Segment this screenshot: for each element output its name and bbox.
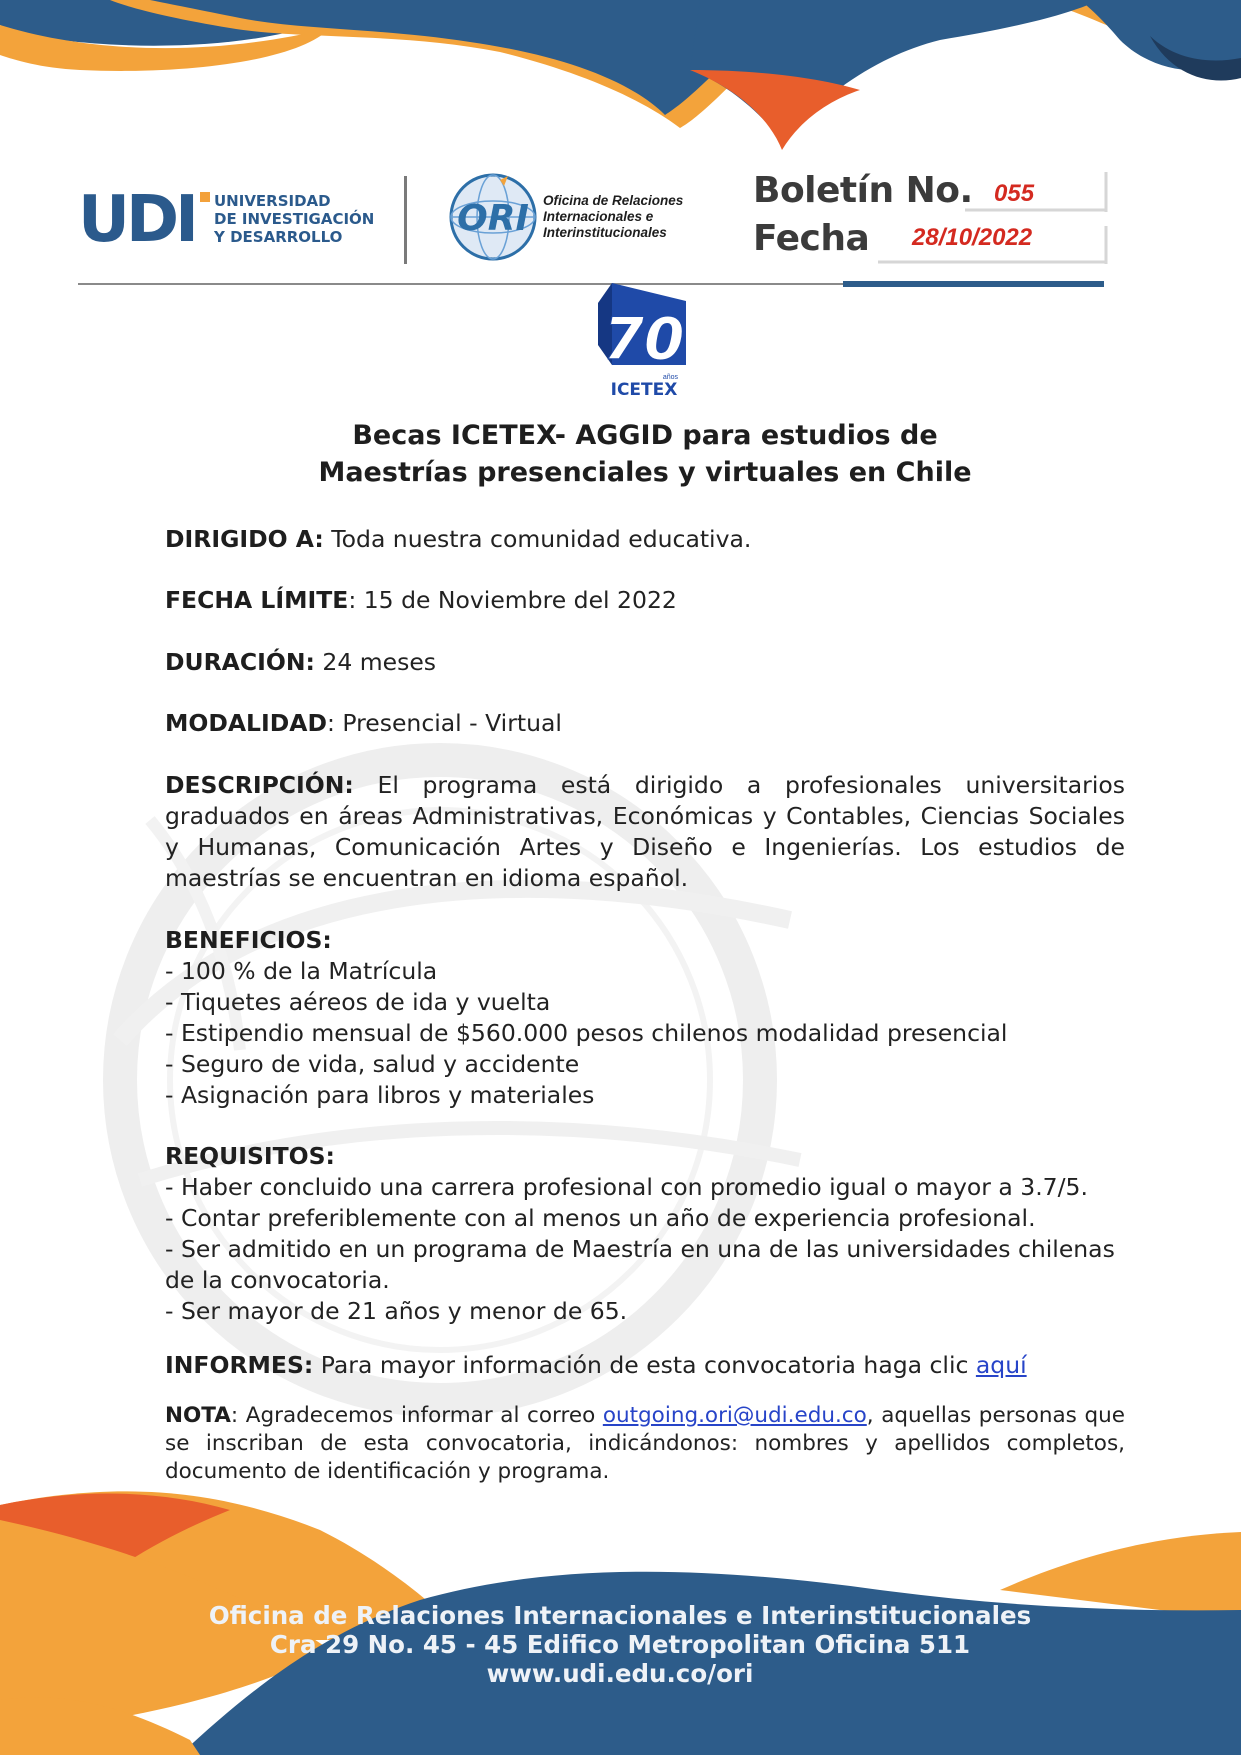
ori-logo-line-2: Internacionales e [543,209,654,224]
nota-value-before: : Agradecemos informar al correo [230,1403,603,1428]
icetex-logo-number: 70 [603,305,685,373]
nota-label: NOTA [165,1403,231,1428]
ori-logo-line-3: Interinstitucionales [543,225,667,240]
dirigido-value: Toda nuestra comunidad educativa. [323,525,752,553]
requisito-item: - Haber concluido una carrera profesional con promedio igual o mayor a 3.7/5. [165,1173,1088,1201]
beneficio-item: - Estipendio mensual de $560.000 pesos chilenos modalidad presencial [165,1019,1008,1047]
ori-logo-line-1: Oficina de Relaciones [543,193,684,208]
footer-office-name: Oficina de Relaciones Internacionales e Interinstitucionales [208,1601,1032,1630]
title-line-2: Maestrías presenciales y virtuales en Chile [318,457,972,488]
email-link[interactable]: outgoing.ori@udi.edu.co [602,1403,867,1428]
nota-value-after: , aquellas personas que se inscriban de esta convocatoria, indicándonos: nombres y apellidos completos, documento de identificación y programa. [165,1403,1125,1484]
footer-website: www.udi.edu.co/ori [486,1659,754,1688]
requisitos-label: REQUISITOS: [165,1142,335,1170]
udi-logo-mark: UDI [78,183,195,257]
udi-logo-line-1: UNIVERSIDAD [214,192,331,210]
title-line-1: Becas ICETEX- AGGID para estudios de [352,420,938,451]
icetex-logo-name: ICETEX [610,380,678,400]
requisito-item: - Ser mayor de 21 años y menor de 65. [165,1297,628,1325]
footer-contact [190,1601,1050,1688]
udi-logo-line-3: Y DESARROLLO [214,228,343,246]
descripcion-label: DESCRIPCIÓN: [165,771,354,799]
requisito-item: - Contar preferiblemente con al menos un año de experiencia profesional. [165,1204,1036,1232]
fecha-limite-value: : 15 de Noviembre del 2022 [348,586,677,614]
dirigido-label: DIRIGIDO A: [165,525,324,553]
informes-value: Para mayor información de esta convocatoria haga clic [313,1351,976,1379]
footer-address: Cra 29 No. 45 - 45 Edifico Metropolitan Oficina 511 [269,1630,971,1659]
beneficios-label: BENEFICIOS: [165,926,332,954]
requisito-item: - Ser admitido en un programa de Maestría en una de las universidades chilenas de la convocatoria. [165,1235,1115,1294]
udi-logo-line-2: DE INVESTIGACIÓN [214,210,375,228]
bulletin-date-value: 28/10/2022 [912,224,1033,251]
informes-label: INFORMES: [165,1351,314,1379]
bulletin-number-value: 055 [994,180,1035,207]
beneficio-item: - Tiquetes aéreos de ida y vuelta [165,988,551,1016]
svg-text:ORI: ORI [457,198,529,239]
icetex-logo-small-text: años [662,374,678,381]
beneficio-item: - Asignación para libros y materiales [165,1081,595,1109]
beneficio-item: - Seguro de vida, salud y accidente [165,1050,580,1078]
fecha-limite-label: FECHA LÍMITE [165,586,349,614]
modalidad-value: : Presencial - Virtual [326,709,562,737]
beneficio-item: - 100 % de la Matrícula [165,957,438,985]
modalidad-label: MODALIDAD [165,709,327,737]
aqui-link[interactable]: aquí [975,1351,1027,1379]
duracion-label: DURACIÓN: [165,648,315,676]
bulletin-date-label: Fecha [753,218,870,259]
bulletin-number-label: Boletín No. [753,170,973,211]
duracion-value: 24 meses [314,648,437,676]
descripcion-value: El programa está dirigido a profesionales universitarios graduados en áreas Administrativas, Económicas y Contables, Ciencias Sociales y Humanas, Comunicación Artes y Diseño e Ingenierías. Los estudios de maestrías se encuentran en idioma español. [165,771,1125,892]
